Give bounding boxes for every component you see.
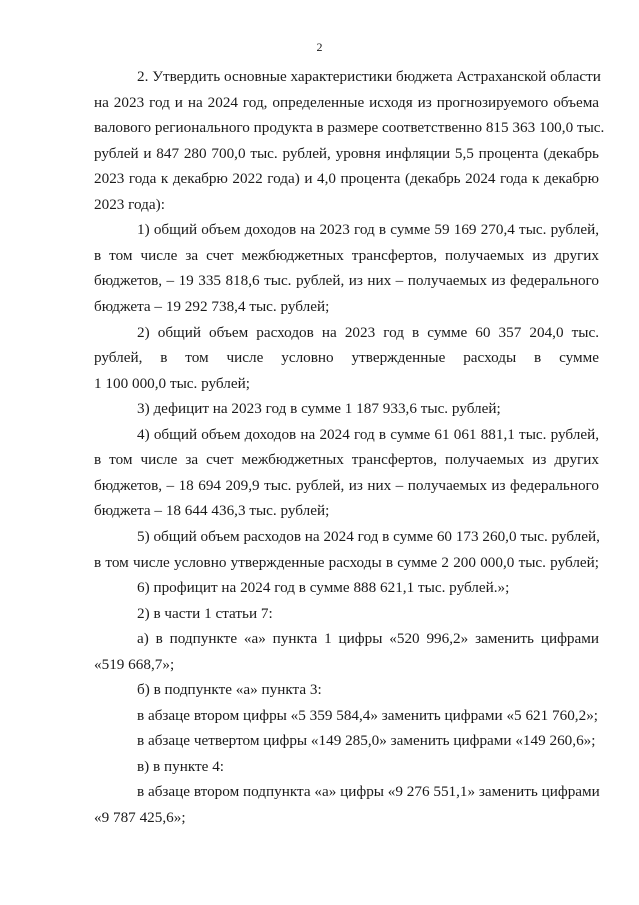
text-line: 5) общий объем расходов на 2024 год в сумме 60 173 260,0 тыс. рублей, [137, 527, 600, 545]
text-line: в) в пункте 4: [137, 757, 225, 775]
text-line: рублей и 847 280 700,0 тыс. рублей, уровня инфляции 5,5 процента (декабрь [94, 144, 599, 162]
text-line: 6) профицит на 2024 год в сумме 888 621,1 тыс. рублей.»; [137, 579, 510, 596]
text-line: рублей, в том числе условно утвержденные расходы в сумме [94, 349, 599, 367]
text-line: бюджетов, – 19 335 818,6 тыс. рублей, из них – получаемых из федерального [94, 272, 599, 290]
text-line: 2) общий объем расходов на 2023 год в сумме 60 357 204,0 тыс. [137, 323, 599, 341]
text-line: 2) в части 1 статьи 7: [137, 604, 273, 622]
text-line: на 2023 год и на 2024 год, определенные исходя из прогнозируемого объема [94, 93, 599, 111]
text-line: бюджета – 19 292 738,4 тыс. рублей; [94, 298, 330, 315]
text-line: 4) общий объем доходов на 2024 год в сумме 61 061 881,1 тыс. рублей, [137, 425, 599, 443]
text-line: в абзаце втором подпункта «а» цифры «9 276 551,1» заменить цифрами [137, 783, 600, 801]
text-line: б) в подпункте «а» пункта 3: [137, 681, 322, 699]
text-line: в том числе условно утвержденные расходы в сумме 2 200 000,0 тыс. рублей; [94, 553, 599, 571]
text-line: бюджета – 18 644 436,3 тыс. рублей; [94, 502, 330, 520]
text-line: 2023 года к декабрю 2022 года) и 4,0 процента (декабрь 2024 года к декабрю [94, 170, 599, 188]
text-line: в абзаце четвертом цифры «149 285,0» заменить цифрами «149 260,6»; [137, 732, 596, 750]
text-line: бюджетов, – 18 694 209,9 тыс. рублей, из них – получаемых из федерального [94, 476, 599, 494]
text-line: валового регионального продукта в размере соответственно 815 363 100,0 тыс. [94, 119, 605, 137]
text-line: 1) общий объем доходов на 2023 год в сумме 59 169 270,4 тыс. рублей, [137, 221, 599, 239]
text-line: а) в подпункте «а» пункта 1 цифры «520 996,2» заменить цифрами [137, 630, 599, 648]
text-line: в том числе за счет межбюджетных трансфертов, получаемых из других [94, 246, 599, 264]
text-line: «519 668,7»; [94, 655, 175, 673]
page-number: 2 [316, 40, 323, 54]
text-line: 2023 года): [94, 195, 165, 213]
text-line: 3) дефицит на 2023 год в сумме 1 187 933,6 тыс. рублей; [137, 400, 501, 418]
text-line: в том числе за счет межбюджетных трансфертов, получаемых из других [94, 451, 599, 469]
text-line: в абзаце втором цифры «5 359 584,4» заменить цифрами «5 621 760,2»; [137, 706, 599, 724]
text-line: «9 787 425,6»; [94, 809, 186, 826]
text-line: 2. Утвердить основные характеристики бюджета Астраханской области [137, 68, 601, 85]
text-line: 1 100 000,0 тыс. рублей; [94, 374, 250, 392]
